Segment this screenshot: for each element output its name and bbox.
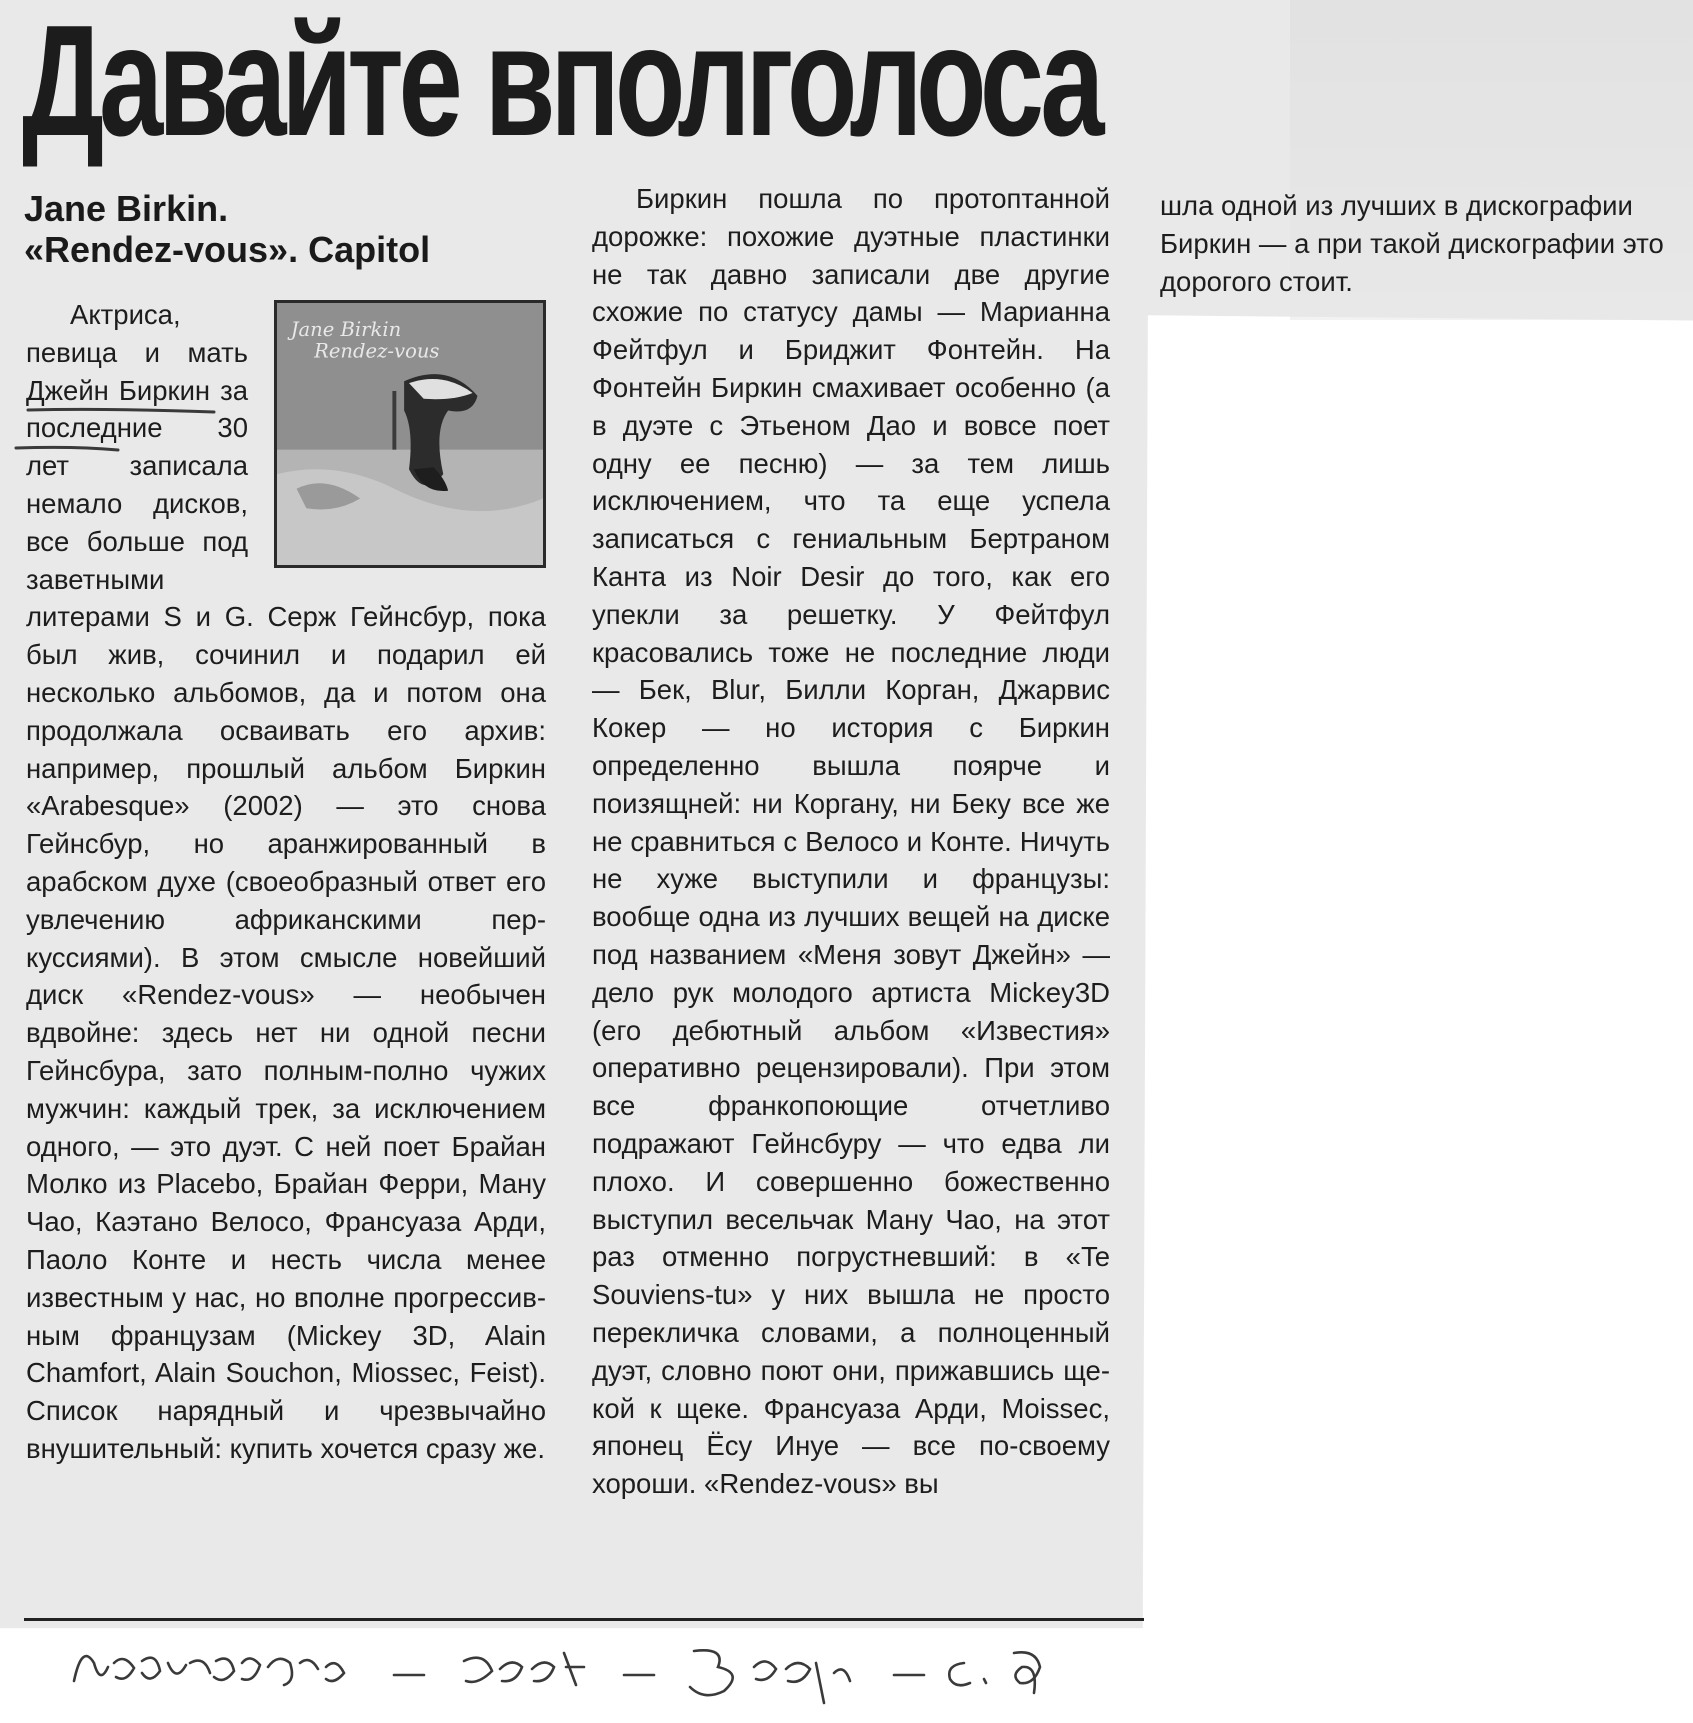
bottom-rule [24, 1618, 1144, 1621]
subheading-artist: Jane Birkin. [24, 188, 229, 229]
column-3-text: шла одной из лучших в дискографии Биркин — а при такой дискографии это дорогого стоит. [1160, 190, 1664, 297]
album-cover-art [277, 303, 543, 565]
column-2-text: Биркин пошла по протоптанной дорожке: похожие дуэтные пластинки не так давно записали две другие схожие по статусу дамы — Марианна Фейтфул и Бриджит Фонтейн. На Фонтейн Биркин смахивает особенно (а в дуэте с Этьеном Дао и вовсе поет одну ее песню) — за тем лишь исключением, что та еще успела записаться с гениальным Бертраном Канта из Noir Desir до того, как его упекли за решетку. У Фейтфул красовались тоже не последние люди — Бек, Blur, Билли Корган, Джарвис Кокер — но история с Биркин определенно вышла поярче и поизящней: ни Коргану, ни Беку все же не сравниться с Велосо и Конте. Ничуть не хуже выступили и французы: вообще одна из лучших вещей на диске под названием «Меня зовут Джейн» — дело рук молодого артиста Mickey3D (его дебютный альбом «Известия» оперативно рецензировали). При этом все франкопоющие отчетливо подражают Гейнсбуру — что едва ли плохо. И совершенно божественно выступил весельчак Ману Чао, на этот раз отменно погрустневший: в «Te Souviens-tu» у них вышла не просто перекличка словами, а полноценный дуэт, словно поют они, прижавшись щекой к щеке. Франсуаза Арди, Moissec, японец Ёсу Инуе — все по-своему хороши. «Rendez-vous» вы [592, 183, 1110, 1500]
pen-underline-mark [14, 396, 224, 466]
cover-title-line1: Jane Birkin [290, 318, 402, 342]
subheading-album: «Rendez-vous». Capitol [24, 229, 431, 270]
cover-title-line2: Rendez-vous [314, 339, 440, 363]
handwritten-source-note [64, 1623, 1144, 1718]
article-column-1 [26, 296, 546, 1468]
article-column-2 [592, 180, 1110, 1503]
article-column-3 [1160, 187, 1680, 300]
album-cover-image [274, 300, 546, 568]
headline: Давайте вполголоса [22, 0, 1100, 169]
column-1-text: Актриса, певица и мать Джейн Биркин за последние 30 лет записала немало дисков, все больше под заветными литерами S и G. Серж Гейнсбур, пока был жив, сочинил и подарил ей несколько альбомов, да и потом она продолжала осваивать его архив: например, прошлый альбом Биркин «Arabesque» (2002) — это снова Гейнсбур, но аранжированный в арабском духе (своеобразный ответ его увлечению африканскими перкуссиями). В этом смысле новейший диск «Rendez-vous» — необычен вдвойне: здесь нет ни одной песни Гейнсбура, зато полным-полно чужих мужчин: каждый трек, за исключением одного, — это дуэт. С ней поет Брайан Молко из Placebo, Брайан Ферри, Ману Чао, Каэтано Велосо, Франсуаза Арди, Паоло Конте и несть числа менее известным у нас, но вполне прогрессивным французам (Mickey 3D, Alain Chamfort, Alain Souchon, Miossec, Feist). Список нарядный и чрезвычайно внушительный: купить хочется сразу же. [26, 299, 546, 1464]
subheading [24, 188, 564, 270]
